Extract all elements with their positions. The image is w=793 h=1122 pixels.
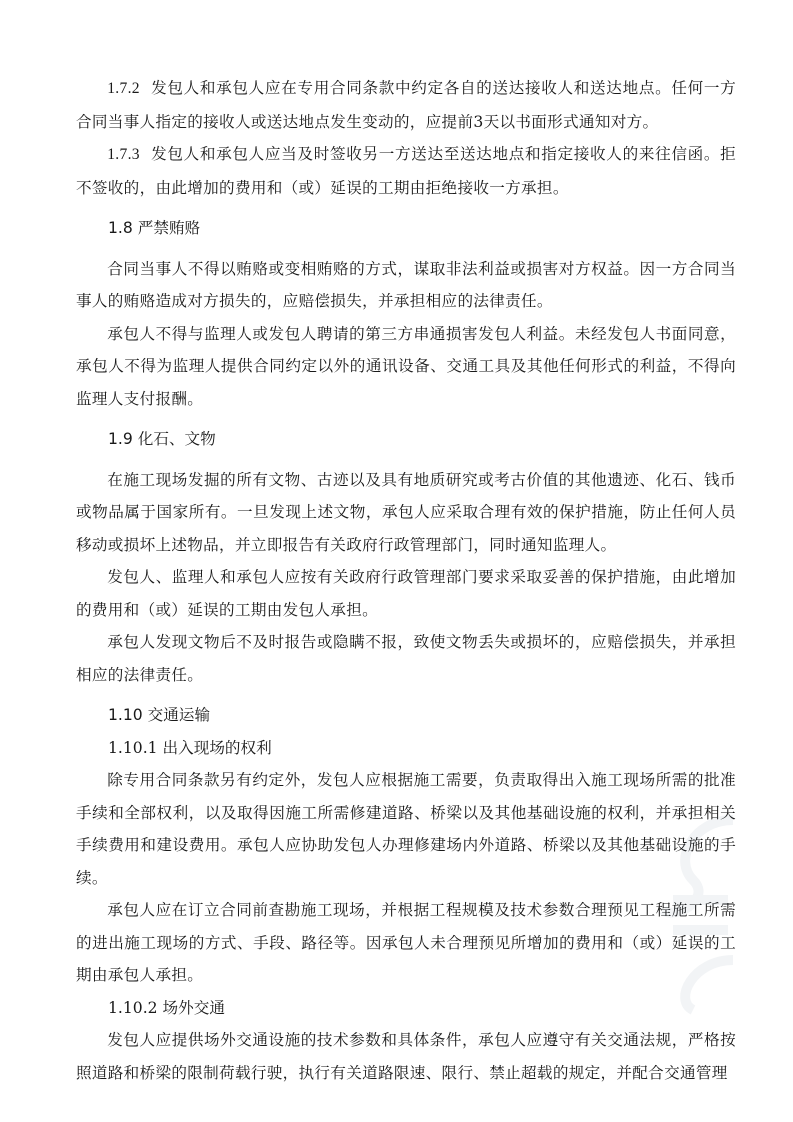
paragraph: 发包人应提供场外交通设施的技术参数和具体条件，承包人应遵守有关交通法规，严格按照道路和桥梁的限制荷载行驶，执行有关道路限速、限行、禁止超载的规定，并配合交通管理 xyxy=(76,1031,736,1082)
section-heading-1-8: 1.8 严禁贿赂 xyxy=(108,219,201,237)
paragraph: 承包人不得与监理人或发包人聘请的第三方串通损害发包人利益。未经发包人书面同意，承包人不得为监理人提供合同约定以外的通讯设备、交通工具及其他任何形式的利益，不得向监理人支付报酬。 xyxy=(76,324,736,408)
clause-1-7-2 xyxy=(76,72,736,138)
paragraph: 在施工现场发掘的所有文物、古迹以及具有地质研究或考古价值的其他遗迹、化石、钱币或物品属于国家所有。一旦发现上述文物，承包人应采取合理有效的保护措施，防止任何人员移动或损坏上述物品，并立即报告有关政府行政管理部门，同时通知监理人。 xyxy=(76,470,736,554)
clause-number: 1.7.2 xyxy=(107,80,140,97)
paragraph: 承包人应在订立合同前查勘施工现场，并根据工程规模及技术参数合理预见工程施工所需的进出施工现场的方式、手段、路径等。因承包人未合理预见所增加的费用和（或）延误的工期由承包人承担。 xyxy=(76,901,736,984)
paragraph: 合同当事人不得以贿赂或变相贿赂的方式，谋取非法利益或损害对方权益。因一方合同当事人的贿赂造成对方损失的，应赔偿损失，并承担相应的法律责任。 xyxy=(76,259,736,310)
paragraph: 承包人发现文物后不及时报告或隐瞒不报，致使文物丢失或损坏的，应赔偿损失，并承担相应的法律责任。 xyxy=(76,633,736,684)
section-heading-1-10: 1.10 交通运输 xyxy=(108,706,211,724)
clause-text: 发包人和承包人应在专用合同条款中约定各自的送达接收人和送达地点。任何一方合同当事人指定的接收人或送达地点发生变动的，应提前3天以书面形式通知对方。 xyxy=(76,79,736,131)
clause-text: 发包人和承包人应当及时签收另一方送达至送达地点和指定接收人的来往信函。拒不签收的，由此增加的费用和（或）延误的工期由拒绝接收一方承担。 xyxy=(76,145,736,197)
watermark-logo xyxy=(633,800,763,1020)
subsection-heading-1-10-1: 1.10.1 出入现场的权利 xyxy=(108,738,272,757)
section-heading-1-9: 1.9 化石、文物 xyxy=(108,430,216,448)
paragraph: 除专用合同条款另有约定外，发包人应根据施工需要，负责取得出入施工现场所需的批准手续和全部权利，以及取得因施工所需修建道路、桥梁以及其他基础设施的权利，并承担相关手续费用和建设费用。承包人应协助发包人办理修建场内外道路、桥梁以及其他基础设施的手续。 xyxy=(76,771,736,887)
subsection-heading-1-10-2: 1.10.2 场外交通 xyxy=(108,998,225,1017)
clause-number: 1.7.3 xyxy=(107,146,140,163)
clause-1-7-3 xyxy=(76,138,736,204)
paragraph: 发包人、监理人和承包人应按有关政府行政管理部门要求采取妥善的保护措施，由此增加的费用和（或）延误的工期由发包人承担。 xyxy=(76,568,736,619)
